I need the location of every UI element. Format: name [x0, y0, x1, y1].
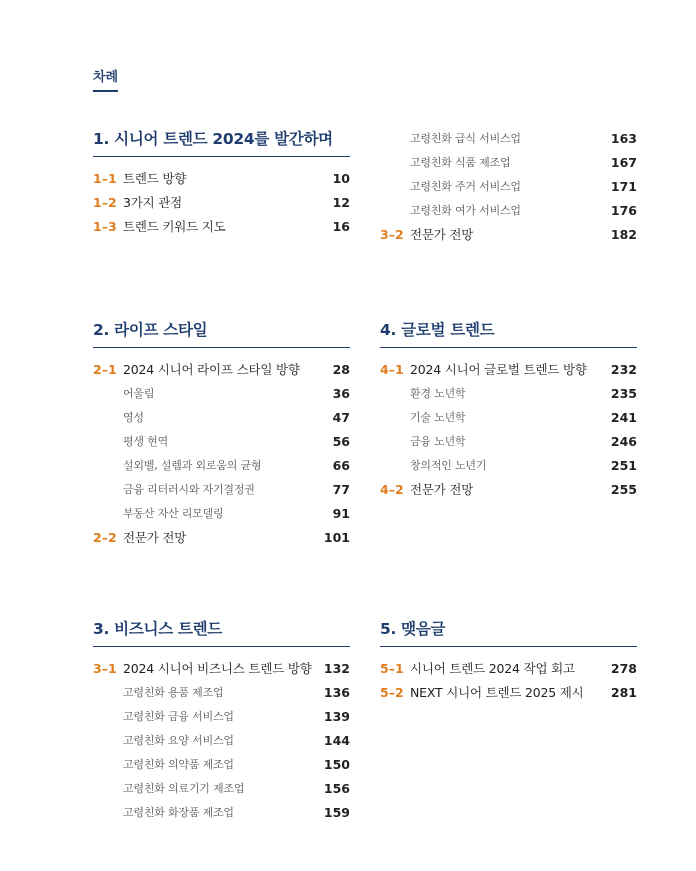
toc-entry[interactable]: [380, 174, 637, 198]
entry-page-number: 281: [610, 684, 637, 700]
entry-number: 3–2: [380, 226, 404, 242]
entry-number: 4–1: [380, 361, 404, 377]
toc-entry[interactable]: [93, 800, 350, 824]
entry-title: 고령친화 의료기기 제조업: [123, 782, 245, 795]
entry-title: 고령친화 금융 서비스업: [123, 710, 234, 723]
entry-title: 설외벨, 설렘과 외로움의 균형: [123, 459, 262, 472]
entry-title: 어울림: [123, 387, 155, 400]
entry-page-number: 241: [610, 409, 637, 425]
entry-title: 부동산 자산 리모델링: [123, 507, 224, 520]
entry-title: 전문가 전망: [410, 482, 474, 497]
entry-page-number: 163: [610, 130, 637, 146]
toc-section-3: [93, 617, 350, 824]
entry-page-number: 246: [610, 433, 637, 449]
section-title: 5. 맺음글: [380, 617, 637, 647]
toc-entry[interactable]: [93, 477, 350, 501]
entry-title: 환경 노년학: [410, 387, 466, 400]
toc-label: 차례: [93, 66, 118, 92]
entry-page-number: 77: [332, 481, 350, 497]
entry-title: 전문가 전망: [123, 530, 187, 545]
toc-entry[interactable]: [93, 453, 350, 477]
entry-page-number: 156: [323, 780, 350, 796]
entry-title: 고령친화 화장품 제조업: [123, 806, 234, 819]
toc-entry[interactable]: [380, 656, 637, 680]
entry-title: 고령친화 요양 서비스업: [123, 734, 234, 747]
entry-title: 창의적인 노년기: [410, 459, 487, 472]
entry-title: 금융 리터러시와 자기결정권: [123, 483, 255, 496]
entry-page-number: 101: [323, 529, 350, 545]
toc-entry[interactable]: [93, 680, 350, 704]
toc-entry[interactable]: [93, 501, 350, 525]
entry-page-number: 12: [332, 194, 350, 210]
toc-entry[interactable]: [93, 776, 350, 800]
toc-entry[interactable]: [380, 381, 637, 405]
toc-entry[interactable]: [380, 150, 637, 174]
entry-title: 고령친화 의약품 제조업: [123, 758, 234, 771]
section-title: 2. 라이프 스타일: [93, 318, 350, 348]
section-title: 1. 시니어 트렌드 2024를 발간하며: [93, 127, 350, 157]
toc-entry[interactable]: [93, 752, 350, 776]
toc-entry[interactable]: [93, 728, 350, 752]
entry-page-number: 251: [610, 457, 637, 473]
toc-entry[interactable]: [93, 214, 350, 238]
entry-page-number: 36: [332, 385, 350, 401]
entry-title: 기술 노년학: [410, 411, 466, 424]
toc-entry[interactable]: [380, 222, 637, 246]
toc-section-4: [380, 318, 637, 501]
entry-number: 5–1: [380, 660, 404, 676]
toc-section-5: [380, 617, 637, 704]
entry-title: 고령친화 식품 제조업: [410, 156, 511, 169]
entry-page-number: 66: [332, 457, 350, 473]
entry-page-number: 139: [323, 708, 350, 724]
entry-page-number: 232: [610, 361, 637, 377]
toc-entry[interactable]: [380, 429, 637, 453]
toc-entry[interactable]: [380, 357, 637, 381]
entry-page-number: 182: [610, 226, 637, 242]
entry-page-number: 132: [323, 660, 350, 676]
entry-title: 고령친화 급식 서비스업: [410, 132, 521, 145]
toc-entry[interactable]: [93, 704, 350, 728]
entry-page-number: 150: [323, 756, 350, 772]
entry-number: 2–2: [93, 529, 117, 545]
entry-title: 평생 현역: [123, 435, 169, 448]
toc-entry[interactable]: [380, 198, 637, 222]
toc-entry[interactable]: [93, 357, 350, 381]
entry-page-number: 255: [610, 481, 637, 497]
section-title: 3. 비즈니스 트렌드: [93, 617, 350, 647]
entry-number: 5–2: [380, 684, 404, 700]
entry-title: 2024 시니어 라이프 스타일 방향: [123, 362, 300, 377]
entry-number: 4–2: [380, 481, 404, 497]
entry-page-number: 235: [610, 385, 637, 401]
entry-page-number: 159: [323, 804, 350, 820]
entry-number: 1–2: [93, 194, 117, 210]
entry-page-number: 136: [323, 684, 350, 700]
toc-section-3-continued: [380, 126, 637, 246]
entry-number: 1–1: [93, 170, 117, 186]
entry-title: 3가지 관점: [123, 195, 183, 210]
toc-entry[interactable]: [93, 656, 350, 680]
entry-title: 금융 노년학: [410, 435, 466, 448]
entry-page-number: 167: [610, 154, 637, 170]
section-title: 4. 글로벌 트렌드: [380, 318, 637, 348]
toc-entry[interactable]: [93, 405, 350, 429]
entry-title: 2024 시니어 비즈니스 트렌드 방향: [123, 661, 312, 676]
entry-number: 2–1: [93, 361, 117, 377]
entry-page-number: 56: [332, 433, 350, 449]
entry-page-number: 176: [610, 202, 637, 218]
entry-title: 시니어 트렌드 2024 작업 회고: [410, 661, 575, 676]
entry-number: 1–3: [93, 218, 117, 234]
toc-entry[interactable]: [380, 126, 637, 150]
entry-title: 고령친화 용품 제조업: [123, 686, 224, 699]
toc-entry[interactable]: [380, 453, 637, 477]
entry-title: 전문가 전망: [410, 227, 474, 242]
entry-page-number: 47: [332, 409, 350, 425]
entry-page-number: 278: [610, 660, 637, 676]
entry-title: 트렌드 키워드 지도: [123, 219, 226, 234]
entry-page-number: 91: [332, 505, 350, 521]
entry-page-number: 28: [332, 361, 350, 377]
entry-title: 고령친화 여가 서비스업: [410, 204, 521, 217]
toc-entry[interactable]: [93, 525, 350, 549]
toc-entry[interactable]: [93, 429, 350, 453]
toc-entry[interactable]: [380, 405, 637, 429]
toc-entry[interactable]: [380, 680, 637, 704]
toc-section-2: [93, 318, 350, 549]
toc-entry[interactable]: [380, 477, 637, 501]
entry-title: 영성: [123, 411, 144, 424]
entry-page-number: 171: [610, 178, 637, 194]
toc-section-1: [93, 127, 350, 238]
entry-title: 트렌드 방향: [123, 171, 187, 186]
toc-entry[interactable]: [93, 381, 350, 405]
toc-entry[interactable]: [93, 190, 350, 214]
toc-entry[interactable]: [93, 166, 350, 190]
entry-title: 2024 시니어 글로벌 트렌드 방향: [410, 362, 587, 377]
entry-title: NEXT 시니어 트렌드 2025 제시: [410, 685, 584, 700]
entry-page-number: 144: [323, 732, 350, 748]
entry-page-number: 16: [332, 218, 350, 234]
entry-page-number: 10: [332, 170, 350, 186]
entry-title: 고령친화 주거 서비스업: [410, 180, 521, 193]
entry-number: 3–1: [93, 660, 117, 676]
